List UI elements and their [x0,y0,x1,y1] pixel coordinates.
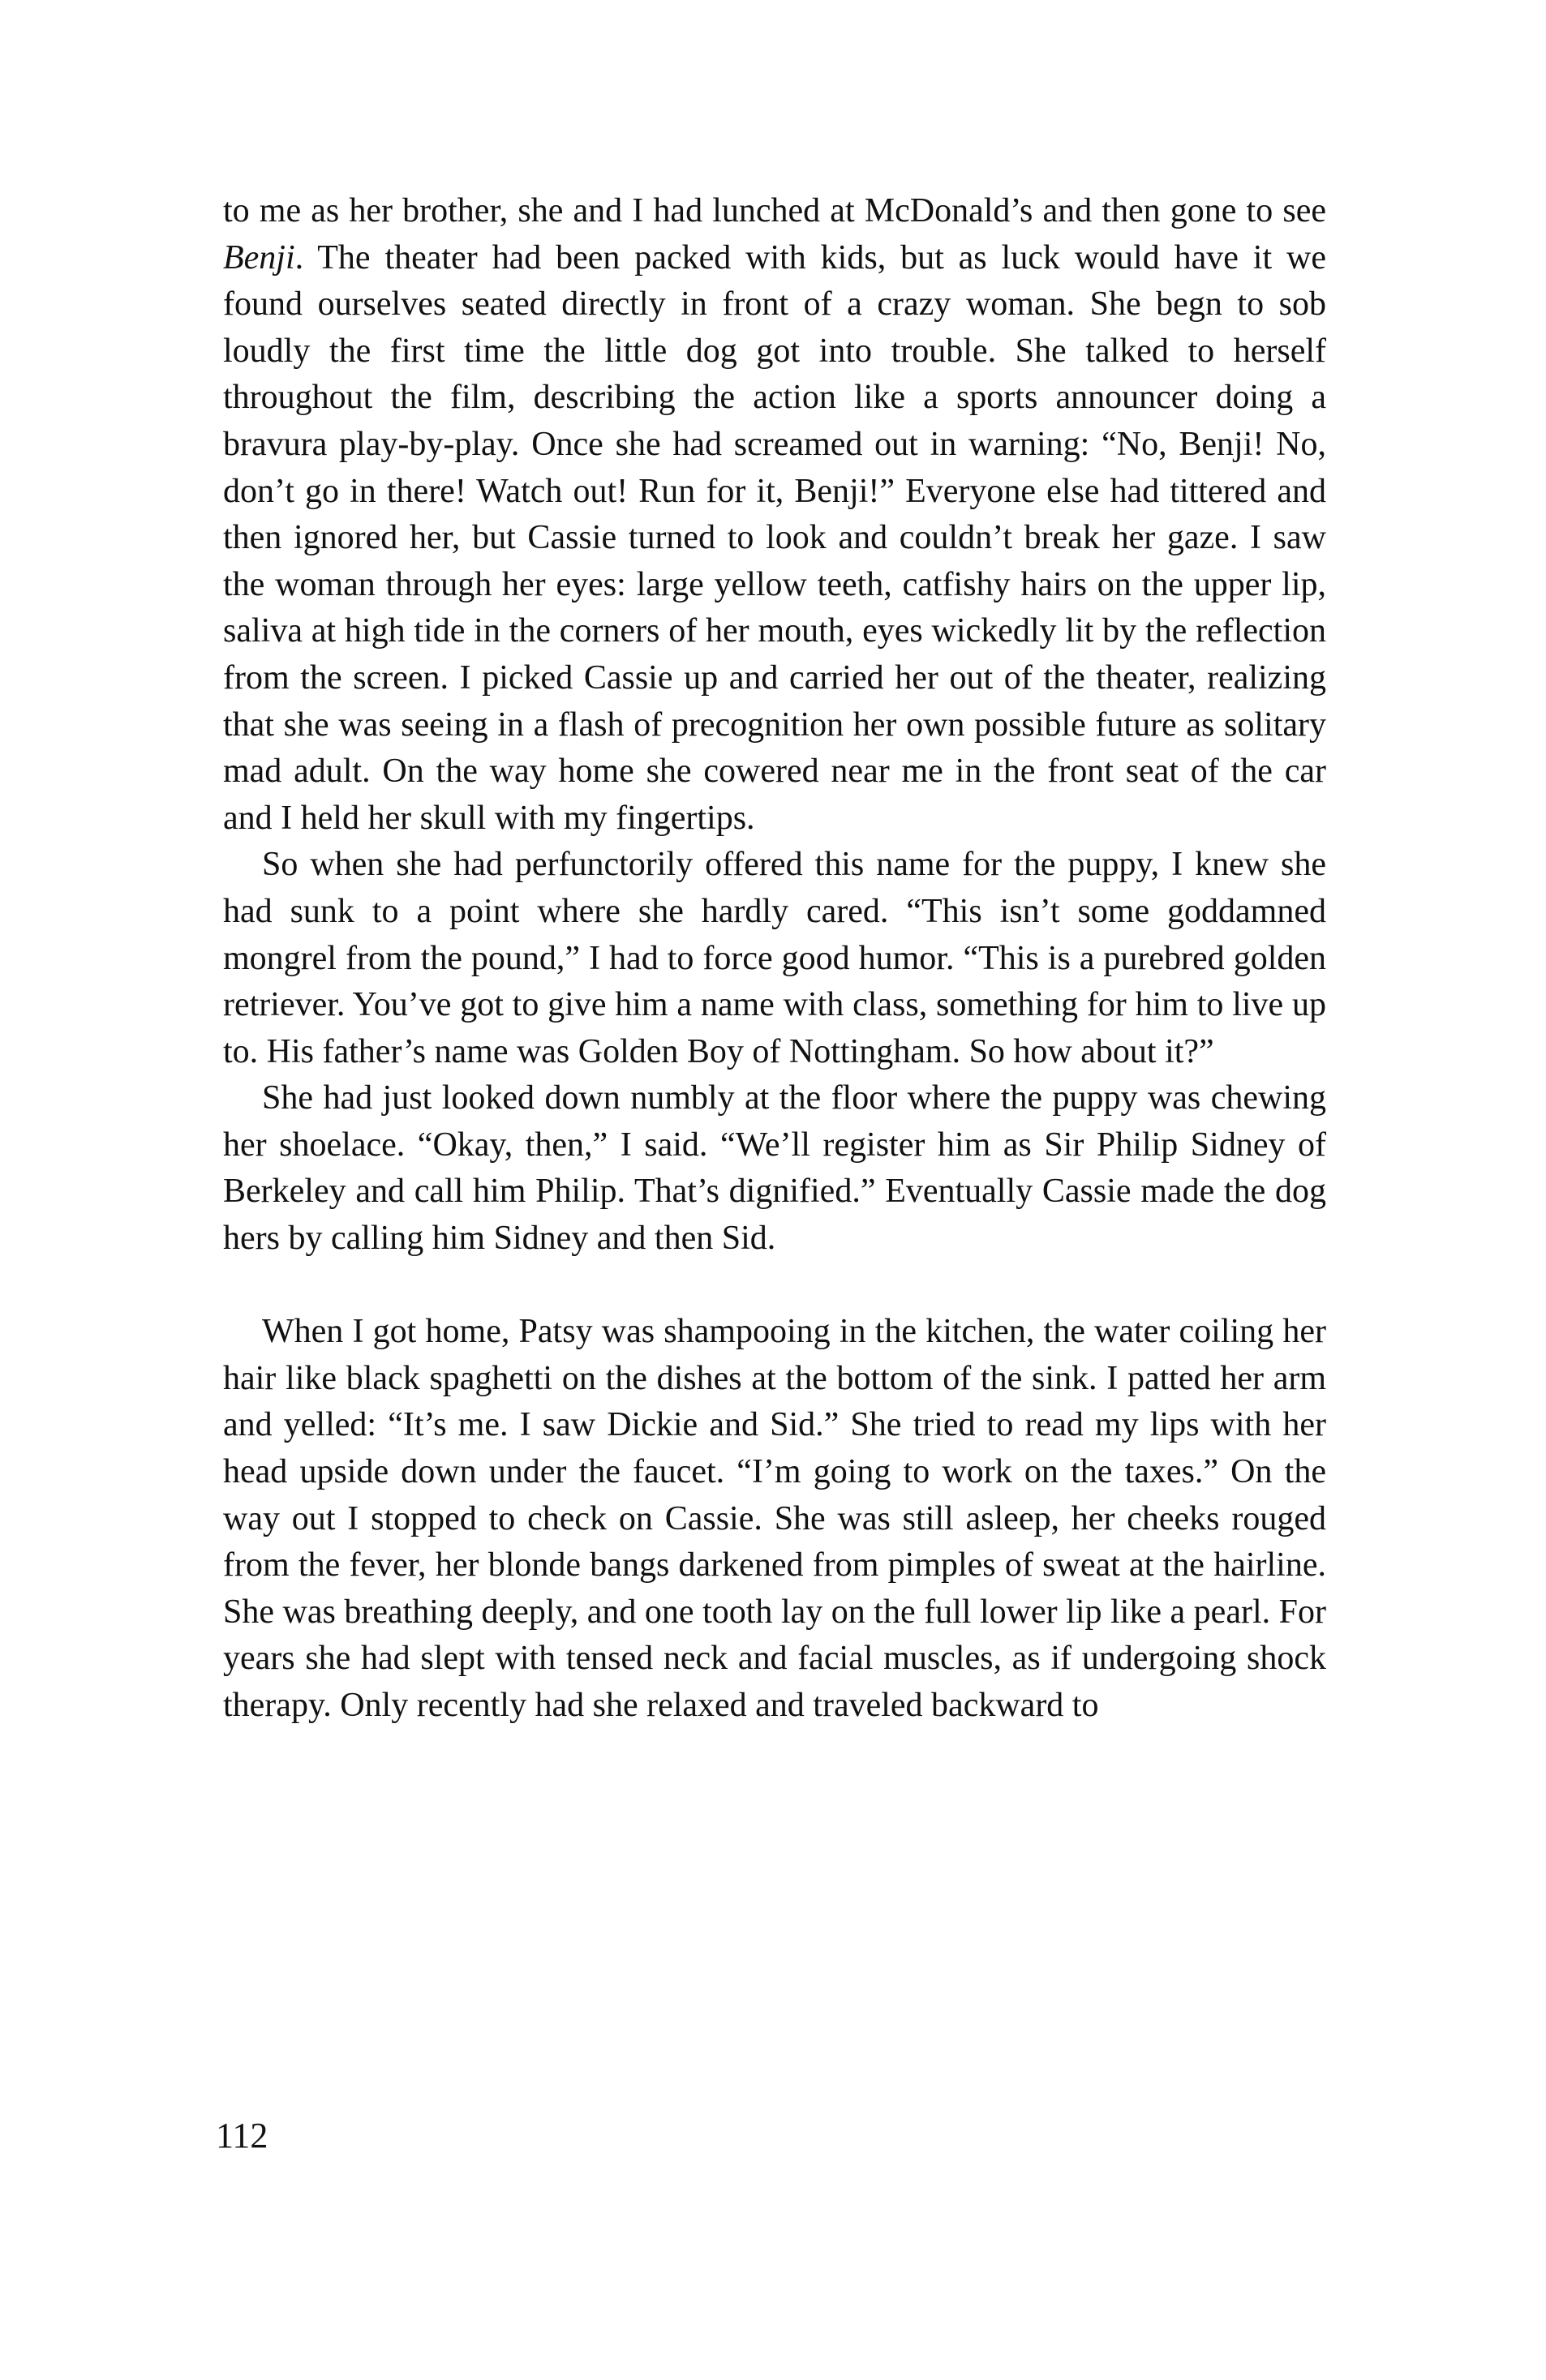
body-text [223,188,1326,1730]
paragraph-1-text-end: . The theater had been packed with kids, but as luck would have it we found ourselves seated directly in front of a crazy woman. She begn to sob loudly the first time the little dog got into trouble. She talked to herself throughout the film, describing the action like a sports announcer doing a bravura play-by-play. Once she had screamed out in warning: “No, Benji! No, don’t go in there! Watch out! Run for it, Benji!” Everyone else had tittered and then ignored her, but Cassie turned to look and couldn’t break her gaze. I saw the woman through her eyes: large yellow teeth, catfishy hairs on the upper lip, saliva at high tide in the corners of her mouth, eyes wickedly lit by the reflection from the screen. I picked Cassie up and carried her out of the theater, realizing that she was seeing in a flash of precognition her own possible future as solitary mad adult. On the way home she cowered near me in the front seat of the car and I held her skull with my fingertips. [223,238,1326,837]
paragraph-3: She had just looked down numbly at the floor where the puppy was chewing her shoelace. “Okay, then,” I said. “We’ll register him as Sir Philip Sidney of Berkeley and call him Philip. That’s dignified.” Eventually Cassie made the dog hers by calling him Sidney and then Sid. [223,1079,1326,1258]
paragraph-1-text-start: to me as her brother, she and I had lunched at McDonald’s and then gone to see [223,192,1326,229]
page-number: 112 [216,2116,268,2155]
section-break [223,1263,1326,1310]
paragraph-1 [223,188,1326,842]
paragraph-2: So when she had perfunctorily offered this name for the puppy, I knew she had sunk to a point where she hardly cared. “This isn’t some goddamned mongrel from the pound,” I had to force good humor. “This is a purebred golden retriever. You’ve got to give him a name with class, something for him to live up to. His father’s name was Golden Boy of Nottingham. So how about it?” [223,846,1326,1070]
film-title-benji: Benji [223,238,295,277]
paragraph-4: When I got home, Patsy was shampooing in the kitchen, the water coiling her hair like black spaghetti on the dishes at the bottom of the sink. I patted her arm and yelled: “It’s me. I saw Dickie and Sid.” She tried to read my lips with her head upside down under the faucet. “I’m going to work on the taxes.” On the way out I stopped to check on Cassie. She was still asleep, her cheeks rouged from the fever, her blonde bangs darkened from pimples of sweat at the hairline. She was breathing deeply, and one tooth lay on the full lower lip like a pearl. For years she had slept with tensed neck and facial muscles, as if undergoing shock therapy. Only recently had she relaxed and traveled backward to [223,1313,1326,1724]
